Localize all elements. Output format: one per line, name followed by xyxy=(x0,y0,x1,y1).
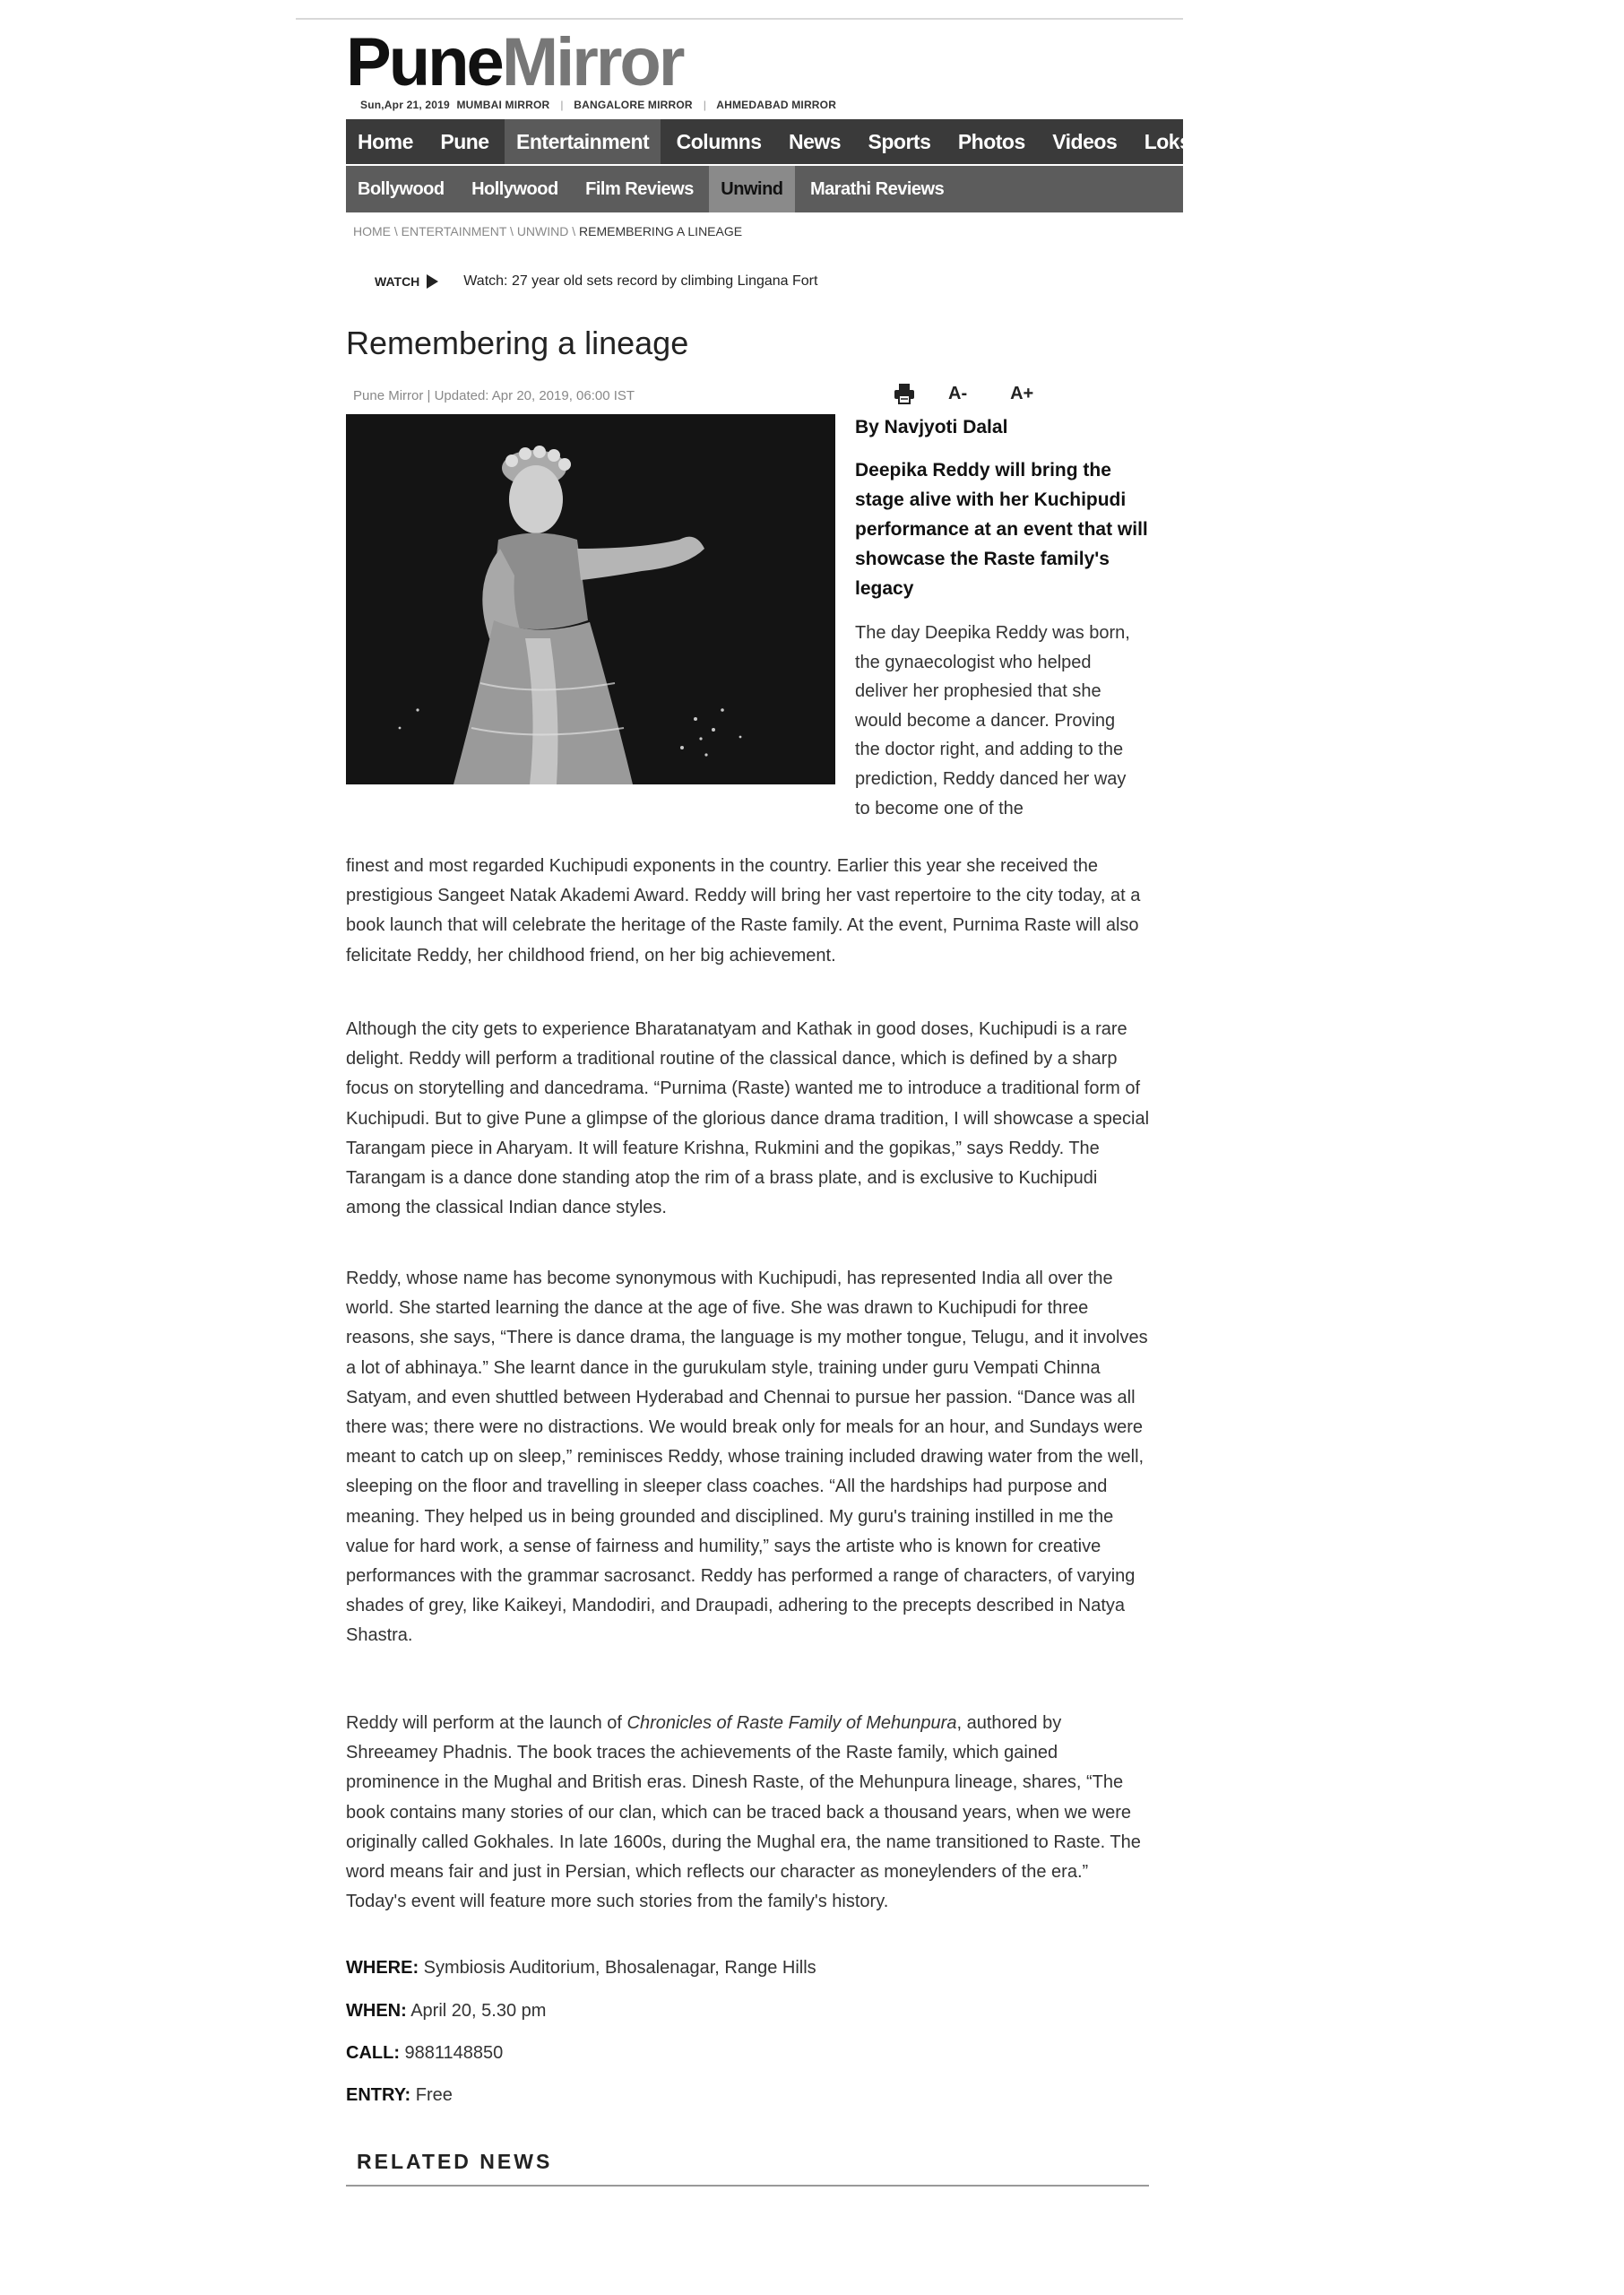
breadcrumb-unwind[interactable]: UNWIND xyxy=(516,224,569,238)
subnav-bollywood[interactable]: Bollywood xyxy=(358,179,445,199)
watch-link[interactable]: Watch: 27 year old sets record by climbing Lingana Fort xyxy=(463,273,818,289)
call-value: 9881148850 xyxy=(404,2043,504,2063)
where-value: Symbiosis Auditorium, Bhosalenagar, Range Hills xyxy=(423,1958,816,1978)
entry-label: ENTRY: xyxy=(346,2085,411,2105)
top-divider xyxy=(296,18,1183,20)
edition-link-ahmedabad[interactable]: AHMEDABAD MIRROR xyxy=(716,99,837,111)
article-paragraph-4 xyxy=(346,1709,1153,1917)
edition-bar: Sun,Apr 21, 2019 MUMBAI MIRROR | BANGALORE MIRROR | AHMEDABAD MIRROR xyxy=(360,99,837,111)
when-value: April 20, 5.30 pm xyxy=(410,2001,547,2021)
info-when xyxy=(346,2001,546,2022)
article-paragraph-3: Reddy, whose name has become synonymous with Kuchipudi, has represented India all over the world. She started learning the dance at the age of five. She was drawn to Kuchipudi for three reasons, she says, “There is dance drama, the language is my mother tongue, Telugu, and it involves a lot of abhinaya.” She learnt dance in the gurukulam style, training under guru Vempati Chinna Satyam, and even shuttled between Hyderabad and Chennai to pursue her passion. “Dance was all there was; there were no distractions. We would break only for meals for an hour, and Sundays were meant to catch up on sleep,” reminisces Reddy, whose training included drawing water from the well, sleeping on the floor and travelling in sleeper class coaches. “All the hardships had purpose and meaning. They helped us in being grounded and disciplined. My guru's training instilled in me the value for hard work, a sense of fairness and humility,” says the artiste who is known for creative performances with the grammar sacrosanct. Reddy has performed a range of characters, of varying shades of grey, like Kaikeyi, Mandodiri, and Draupadi, adhering to the precepts described in Natya Shastra. xyxy=(346,1269,1148,1646)
logo-mirror: Mirror xyxy=(501,24,683,100)
article-tools xyxy=(893,382,1033,405)
font-larger-button[interactable]: A+ xyxy=(1010,383,1034,403)
subnav-unwind[interactable]: Unwind xyxy=(709,166,794,212)
info-where xyxy=(346,1958,816,1979)
article-paragraph-1-rest: finest and most regarded Kuchipudi exponents in the country. Earlier this year she received the prestigious Sangeet Natak Akademi Award. Reddy will bring her vast repertoire to the city today, at a book launch that will celebrate the heritage of the Raste family. At the event, Purnima Raste will also felicitate Reddy, her childhood friend, on her big achievement. xyxy=(346,856,1141,966)
call-label: CALL: xyxy=(346,2043,400,2063)
nav-photos[interactable]: Photos xyxy=(957,130,1025,153)
print-icon[interactable] xyxy=(893,382,916,405)
info-call xyxy=(346,2043,503,2064)
related-news-heading: RELATED NEWS xyxy=(357,2150,553,2173)
entry-value: Free xyxy=(415,2085,453,2105)
edition-date: Sun,Apr 21, 2019 xyxy=(360,99,450,111)
book-title: Chronicles of Raste Family of Mehunpura xyxy=(626,1713,957,1733)
nav-videos[interactable]: Videos xyxy=(1052,130,1118,153)
article-paragraph-2: Although the city gets to experience Bharatanatyam and Kathak in good doses, Kuchipudi is a rare delight. Reddy will perform a traditional routine of the classical dance, which is defined by a sharp focus on storytelling and dancedrama. “Purnima (Raste) wanted me to introduce a traditional form of Kuchipudi. But to give Pune a glimpse of the glorious dance drama tradition, I will showcase a special Tarangam piece in Aharyam. It will feature Krishna, Rukmini and the gopikas,” says Reddy. The Tarangam is a dance done standing atop the rim of a brass plate, and is exclusive to Kuchipudi among the classical Indian dance styles. xyxy=(346,1019,1150,1218)
subnav-hollywood[interactable]: Hollywood xyxy=(471,179,558,199)
article-standfirst: Deepika Reddy will bring the stage alive with her Kuchipudi performance at an event that will showcase the Raste family's legacy xyxy=(855,460,1148,599)
breadcrumb-current: REMEMBERING A LINEAGE xyxy=(579,224,743,238)
where-label: WHERE: xyxy=(346,1958,419,1978)
breadcrumb-entertainment[interactable]: ENTERTAINMENT xyxy=(401,224,507,238)
article-paragraph-1-start: The day Deepika Reddy was born, the gynaecologist who helped deliver her prophesied that she would become a dancer. Proving the doctor right, and adding to the prediction, Reddy danced her way to become one of the xyxy=(855,623,1130,818)
nav-entertainment[interactable]: Entertainment xyxy=(505,119,661,164)
font-smaller-button[interactable]: A- xyxy=(948,383,968,403)
breadcrumb: HOME \ ENTERTAINMENT \ UNWIND \ REMEMBERING A LINEAGE xyxy=(353,224,743,238)
nav-columns[interactable]: Columns xyxy=(676,130,762,153)
subnav-marathi-reviews[interactable]: Marathi Reviews xyxy=(809,179,945,199)
nav-home[interactable]: Home xyxy=(358,130,413,153)
related-news-divider xyxy=(346,2185,1149,2187)
watch-ticker[interactable] xyxy=(375,273,817,290)
article-title: Remembering a lineage xyxy=(346,325,689,361)
article-author: By Navjyoti Dalal xyxy=(855,417,1008,437)
dancer-photo xyxy=(346,414,835,784)
when-label: WHEN: xyxy=(346,2001,407,2021)
nav-pune[interactable]: Pune xyxy=(440,130,489,153)
article-meta: Pune Mirror | Updated: Apr 20, 2019, 06:00 IST xyxy=(353,388,635,403)
para4-after: , authored by Shreeamey Phadnis. The book traces the achievements of the Raste family, which gained prominence in the Mughal and British eras. Dinesh Raste, of the Mehunpura lineage, shares, “The book contains many stories of our clan, which can be traced back a thousand years, when we were originally called Gokhales. In late 1600s, during the Mughal era, the name transitioned to Raste. The word means fair and just in Persian, which reflects our character as moneylenders of the era.” Today's event will feature more such stories from the family's history. xyxy=(346,1713,1141,1912)
play-icon[interactable] xyxy=(427,274,438,289)
subnav-film-reviews[interactable]: Film Reviews xyxy=(585,179,694,199)
info-entry xyxy=(346,2085,453,2106)
nav-loksabha[interactable]: Loksabha El xyxy=(1144,130,1261,153)
watch-label: WATCH xyxy=(375,274,420,289)
para4-before: Reddy will perform at the launch of xyxy=(346,1713,627,1733)
logo-pune: Pune xyxy=(346,24,502,100)
breadcrumb-home[interactable]: HOME xyxy=(353,224,391,238)
nav-sports[interactable]: Sports xyxy=(868,130,931,153)
edition-link-bangalore[interactable]: BANGALORE MIRROR xyxy=(574,99,693,111)
edition-link-mumbai[interactable]: MUMBAI MIRROR xyxy=(456,99,550,111)
sub-nav xyxy=(346,166,1183,212)
nav-news[interactable]: News xyxy=(788,130,842,153)
main-nav xyxy=(346,119,1261,164)
site-logo[interactable] xyxy=(346,24,683,100)
